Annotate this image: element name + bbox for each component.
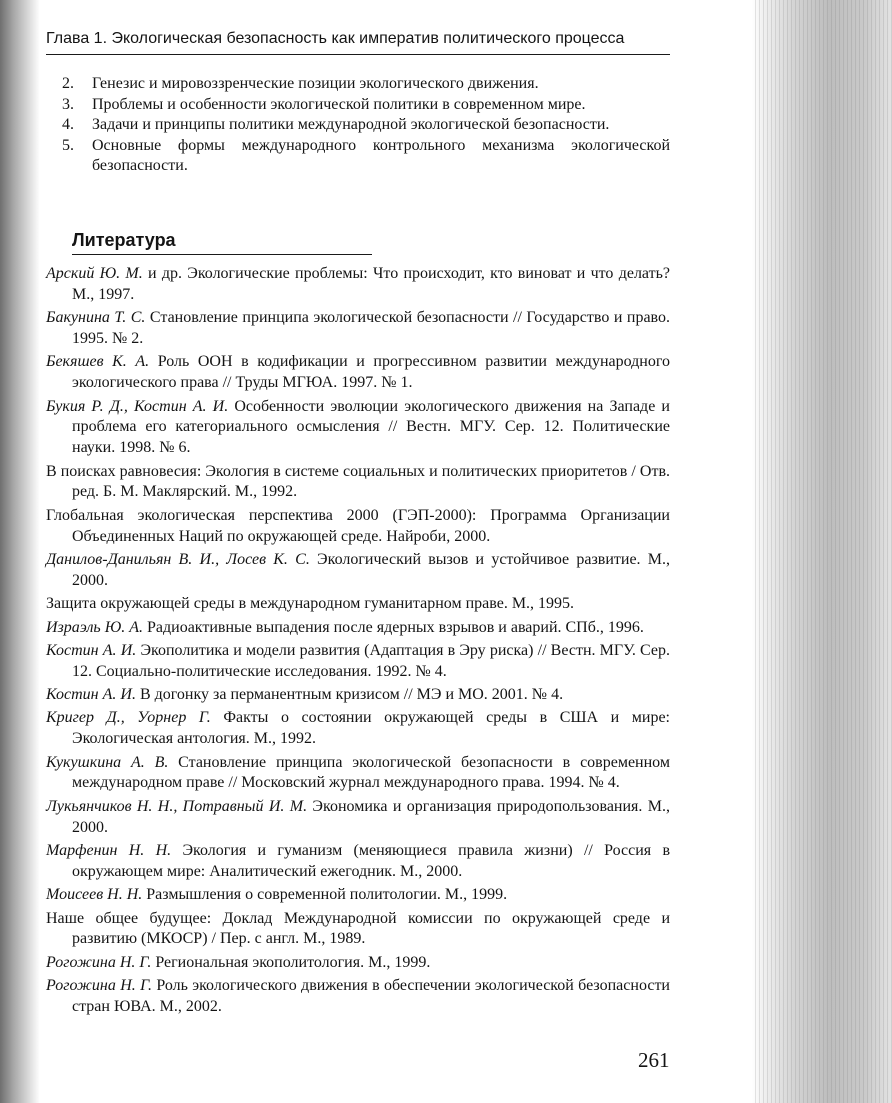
reference-text: Роль экологического движения в обеспечении экологической безопасности стран ЮВА. М., 2002. — [72, 977, 670, 1015]
reference-author: Костин А. И. — [46, 686, 136, 704]
reference-author: Кригер Д., Уорнер Г. — [46, 709, 211, 727]
reference-item — [46, 753, 670, 795]
reference-author: Данилов-Данильян В. И., Лосев К. С. — [46, 550, 310, 568]
page-number: 261 — [638, 1048, 670, 1072]
reference-text: Глобальная экологическая перспектива 2000 (ГЭП-2000): Программа Организации Объединенных Наций по окружающей среде. Найроби, 2000. — [46, 506, 670, 545]
reference-item — [46, 953, 670, 974]
literature-heading-rule — [72, 254, 372, 255]
book-binding-shadow — [0, 0, 40, 1103]
question-text: Генезис и мировоззренческие позиции экологического движения. — [92, 75, 539, 92]
reference-author: Арский Ю. М. — [46, 265, 143, 282]
reference-text: Особенности эволюции экологического движения на Западе и проблема его категориального осмысления // Вестн. МГУ. Сер. 12. Политические науки. 1998. № 6. — [72, 397, 670, 457]
reference-item — [46, 594, 670, 615]
reference-item — [46, 506, 670, 548]
reference-item — [46, 462, 670, 504]
question-text: Основные формы международного контрольного механизма экологической безопасности. — [92, 136, 670, 174]
question-item — [46, 95, 670, 116]
reference-text: и др. Экологические проблемы: Что происходит, кто виноват и что делать? М., 1997. — [72, 265, 671, 303]
question-number: 5. — [62, 136, 74, 154]
question-number: 4. — [62, 116, 74, 133]
reference-author: Костин А. И. — [46, 641, 137, 659]
reference-author: Бекяшев К. А. — [46, 353, 150, 371]
reference-text: Становление принципа экологической безопасности в современном международном праве // Московский журнал международного права. 1994. № 4. — [72, 753, 670, 792]
question-number: 2. — [62, 75, 74, 92]
reference-item — [46, 618, 670, 639]
references-list — [46, 264, 670, 1020]
reference-item — [46, 841, 670, 883]
reference-text: Размышления о современной политологии. М., 1999. — [142, 886, 508, 904]
reference-item — [46, 550, 670, 592]
reference-text: Становление принципа экологической безопасности // Государство и право. 1995. № 2. — [72, 309, 670, 347]
book-page — [46, 0, 674, 1103]
reference-item — [46, 641, 670, 683]
reference-author: Рогожина Н. Г. — [46, 977, 152, 995]
reference-item — [46, 976, 670, 1018]
reference-item — [46, 685, 670, 706]
reference-author: Марфенин Н. Н. — [46, 842, 172, 860]
reference-text: Экологический вызов и устойчивое развитие. М., 2000. — [72, 550, 670, 589]
reference-author: Бакунина Т. С. — [46, 309, 146, 327]
reference-author: Рогожина Н. Г. — [46, 953, 152, 971]
review-questions-list — [46, 74, 670, 177]
question-number: 3. — [62, 95, 74, 113]
reference-text: Наше общее будущее: Доклад Международной комиссии по окружающей среде и развитию (МКОСР) / Пер. с англ. М., 1989. — [46, 909, 670, 948]
reference-item — [46, 264, 670, 306]
reference-text: Экополитика и модели развития (Адаптация в Эру риска) // Вестн. МГУ. Сер. 12. Социально-политические исследования. 1992. № 4. — [72, 641, 671, 680]
question-item — [46, 136, 670, 177]
reference-author: Моисеев Н. Н. — [46, 886, 143, 904]
reference-item — [46, 909, 670, 951]
question-text: Проблемы и особенности экологической политики в современном мире. — [92, 95, 586, 113]
reference-item — [46, 885, 670, 906]
reference-item — [46, 708, 670, 750]
reference-text: Радиоактивные выпадения после ядерных взрывов и аварий. СПб., 1996. — [143, 618, 644, 636]
reference-author: Лукьянчиков Н. Н., Потравный И. М. — [46, 797, 308, 815]
reference-text: Факты о состоянии окружающей среды в США и мире: Экологическая антология. М., 1992. — [72, 709, 671, 748]
reference-author: Кукушкина А. В. — [46, 753, 169, 771]
reference-author: Букия Р. Д., Костин А. И. — [46, 397, 229, 415]
question-item — [46, 74, 670, 95]
reference-text: Экономика и организация природопользования. М., 2000. — [72, 797, 670, 836]
reference-text: Региональная экополитология. М., 1999. — [151, 953, 431, 971]
reference-text: Защита окружающей среды в международном гуманитарном праве. М., 1995. — [46, 595, 575, 613]
question-item — [46, 115, 670, 136]
reference-text: В догонку за перманентным кризисом // МЭ и МО. 2001. № 4. — [135, 686, 564, 704]
page-edge-stack — [752, 0, 892, 1103]
reference-item — [46, 397, 670, 459]
reference-item — [46, 352, 670, 394]
reference-text: Экология и гуманизм (меняющиеся правила жизни) // Россия в окружающем мире: Аналитический ежегодник. М., 2000. — [72, 842, 671, 880]
reference-item — [46, 308, 670, 350]
running-head: Глава 1. Экологическая безопасность как императив политического процесса — [46, 30, 670, 55]
reference-text: В поисках равновесия: Экология в системе социальных и политических приоритетов / Отв. ред. Б. М. Маклярский. М., 1992. — [46, 462, 670, 501]
literature-heading: Литература — [72, 230, 176, 250]
reference-author: Израэль Ю. А. — [46, 618, 143, 636]
reference-item — [46, 797, 670, 839]
reference-text: Роль ООН в кодификации и прогрессивном развитии международного экологического права // Труды МГЮА. 1997. № 1. — [72, 353, 671, 392]
question-text: Задачи и принципы политики международной экологической безопасности. — [92, 116, 610, 133]
